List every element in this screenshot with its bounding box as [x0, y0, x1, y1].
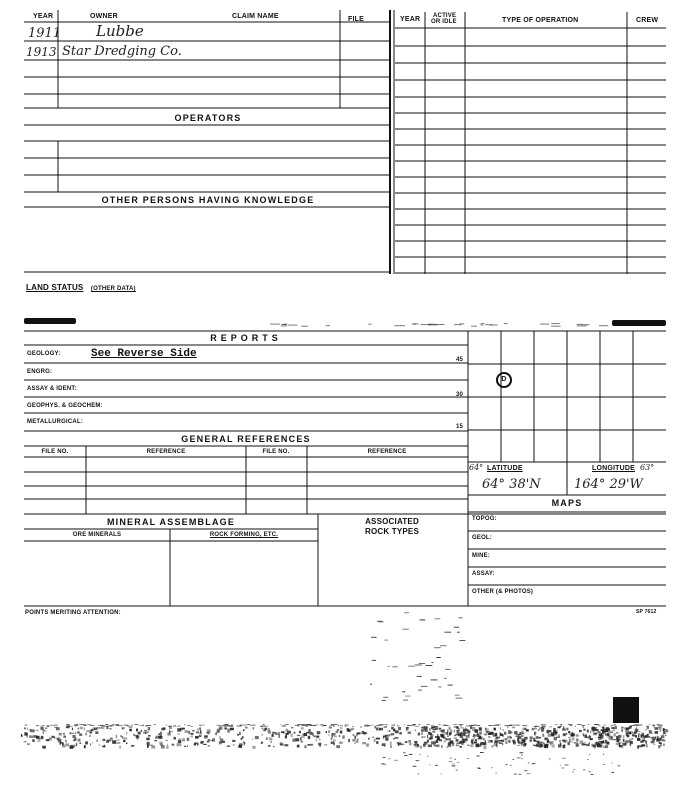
- maps-title: MAPS: [551, 498, 583, 508]
- other-persons-label: OTHER PERSONS HAVING KNOWLEDGE: [101, 195, 315, 205]
- header-owner: OWNER: [90, 13, 118, 20]
- entry-year-1: 1911: [28, 26, 62, 41]
- general-references-title: GENERAL REFERENCES: [181, 434, 311, 444]
- col-file-no-1: FILE NO.: [41, 449, 69, 455]
- entry-year-2: 1913: [26, 45, 57, 59]
- maps-topog: TOPOG:: [472, 516, 497, 522]
- col-reference-2: REFERENCE: [367, 449, 407, 455]
- land-status-heading: [26, 277, 136, 295]
- geophys-label: GEOPHYS. & GEOCHEM:: [27, 403, 103, 409]
- engrg-label: ENGRG:: [27, 369, 53, 375]
- maps-assay: ASSAY:: [472, 571, 495, 577]
- assay-ident-label: ASSAY & IDENT:: [27, 386, 77, 392]
- lat-prefix: 64°: [469, 463, 484, 472]
- land-status-label: LAND STATUS: [26, 283, 84, 292]
- longitude-label: LONGITUDE: [592, 465, 636, 472]
- reports-title: REPORTS: [210, 333, 282, 343]
- long-suffix: 63°: [640, 463, 655, 472]
- header-file: FILE: [348, 16, 364, 23]
- scale-30: 30: [456, 392, 464, 398]
- operators-label: OPERATORS: [174, 113, 242, 123]
- points-meriting-attention-label: POINTS MERITING ATTENTION:: [25, 610, 121, 616]
- header-year: YEAR: [33, 13, 54, 20]
- maps-other: OTHER (& PHOTOS): [472, 589, 534, 595]
- header-type-of-operation: TYPE OF OPERATION: [502, 17, 579, 24]
- rock-forming-label: ROCK FORMING, ETC.: [209, 532, 279, 538]
- header-claim-name: CLAIM NAME: [232, 13, 279, 20]
- latitude-value: 64° 38'N: [482, 477, 541, 492]
- geology-value: See Reverse Side: [91, 348, 197, 360]
- header-active: ACTIVE: [433, 13, 457, 19]
- header-or-idle: OR IDLE: [431, 19, 457, 25]
- header-ops-year: YEAR: [400, 16, 421, 23]
- longitude-value: 164° 29'W: [574, 477, 643, 492]
- metallurgical-label: METALLURGICAL:: [27, 419, 84, 425]
- section-marker-letter: D: [501, 376, 507, 383]
- scale-15: 15: [456, 424, 464, 430]
- col-file-no-2: FILE NO.: [262, 449, 290, 455]
- form-number: SP 7612: [636, 609, 657, 615]
- rock-types-label: ROCK TYPES: [364, 527, 420, 536]
- maps-geol: GEOL:: [472, 535, 492, 541]
- entry-owner-1: Lubbe: [96, 22, 144, 40]
- geology-label: GEOLOGY:: [27, 351, 61, 357]
- header-crew: CREW: [636, 17, 659, 24]
- maps-mine: MINE:: [472, 553, 490, 559]
- land-status-sub: (OTHER DATA): [90, 286, 136, 292]
- mineral-assemblage-title: MINERAL ASSEMBLAGE: [106, 517, 236, 527]
- scale-45: 45: [456, 357, 464, 363]
- entry-owner-2: Star Dredging Co.: [62, 44, 182, 59]
- latitude-label: LATITUDE: [487, 465, 523, 472]
- ore-minerals-label: ORE MINERALS: [72, 532, 122, 538]
- associated-label: ASSOCIATED: [365, 517, 419, 526]
- col-reference-1: REFERENCE: [146, 449, 186, 455]
